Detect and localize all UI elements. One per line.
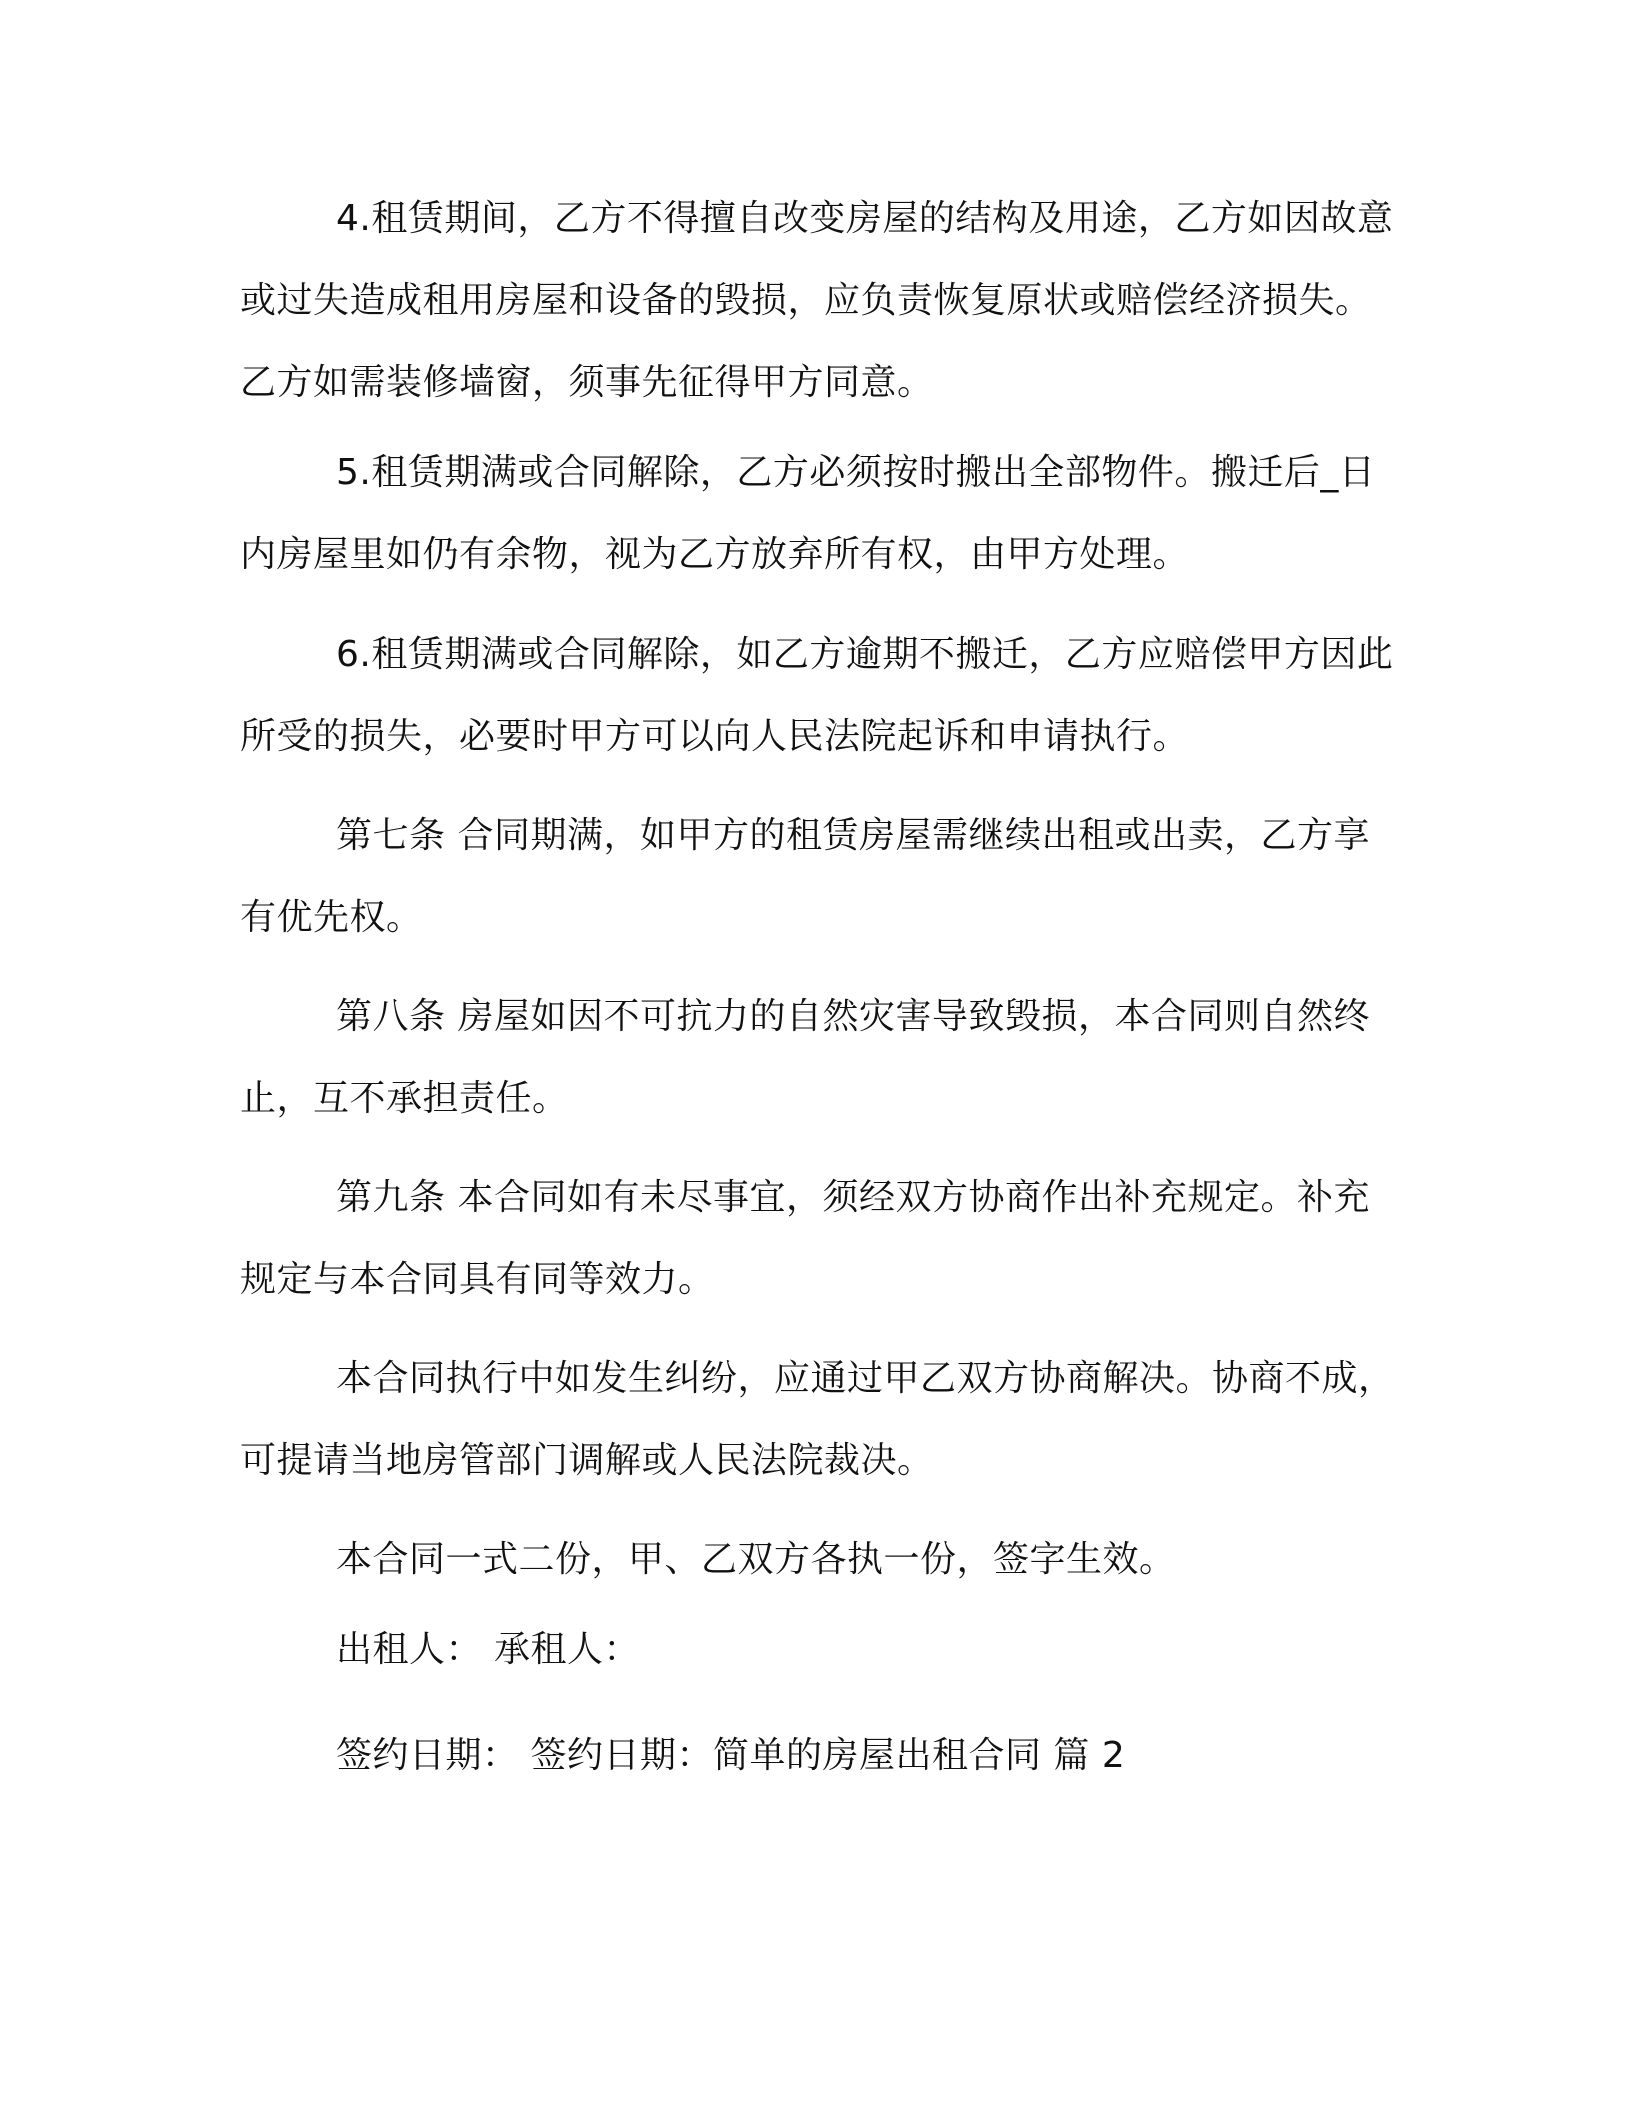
- paragraph-dispute-resolution: 本合同执行中如发生纠纷，应通过甲乙双方协商解决。协商不成，可提请当地房管部门调解或人民法院裁决。: [240, 1358, 1395, 1481]
- paragraph-article-9: 第九条 本合同如有未尽事宜，须经双方协商作出补充规定。补充规定与本合同具有同等效力。: [240, 1177, 1370, 1300]
- paragraph-article-7: 第七条 合同期满，如甲方的租赁房屋需继续出租或出卖，乙方享有优先权。: [240, 815, 1370, 938]
- paragraph-clause-5: 5.租赁期满或合同解除，乙方必须按时搬出全部物件。搬迁后_日内房屋里如仍有余物，视为乙方放弃所有权，由甲方处理。: [240, 452, 1376, 575]
- paragraph-clause-6: 6.租赁期满或合同解除，如乙方逾期不搬迁，乙方应赔偿甲方因此所受的损失，必要时甲方可以向人民法院起诉和申请执行。: [240, 634, 1394, 757]
- paragraph-article-8: 第八条 房屋如因不可抗力的自然灾害导致毁损，本合同则自然终止，互不承担责任。: [240, 996, 1370, 1119]
- date-line: 签约日期： 签约日期：简单的房屋出租合同 篇 2: [336, 1735, 1126, 1776]
- signature-line: 出租人： 承租人：: [336, 1629, 640, 1670]
- paragraph-copies: 本合同一式二份，甲、乙双方各执一份，签字生效。: [336, 1539, 1176, 1580]
- paragraph-clause-4: 4.租赁期间，乙方不得擅自改变房屋的结构及用途，乙方如因故意或过失造成租用房屋和设备的毁损，应负责恢复原状或赔偿经济损失。乙方如需装修墙窗，须事先征得甲方同意。: [240, 198, 1394, 403]
